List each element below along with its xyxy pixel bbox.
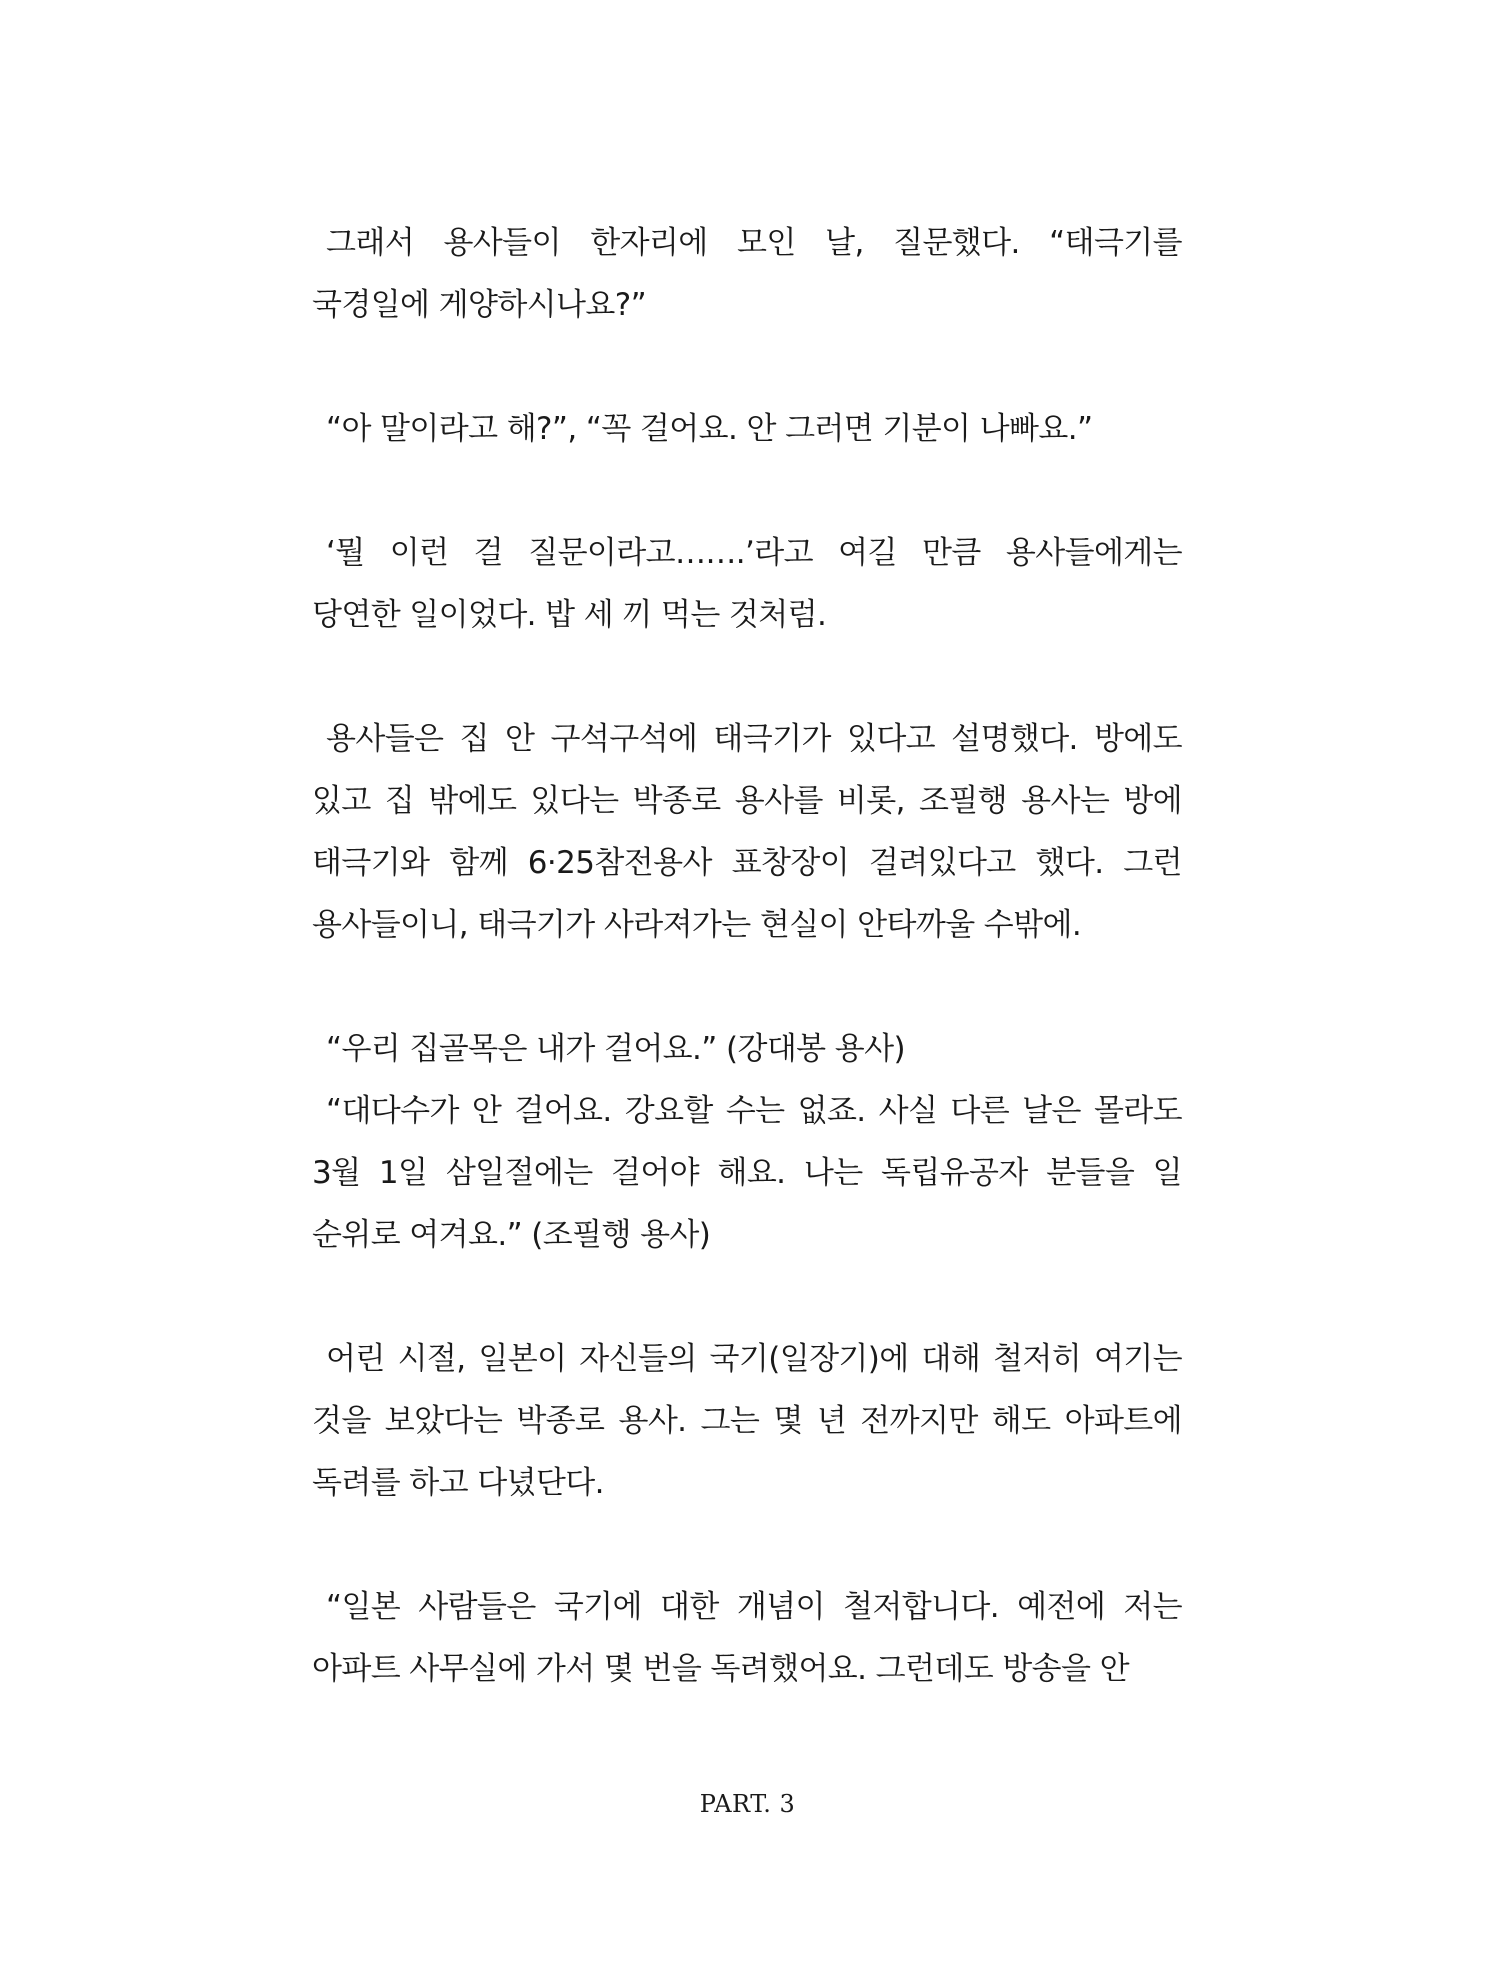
body-text — [312, 212, 1182, 1700]
paragraph-8: “일본 사람들은 국기에 대한 개념이 철저합니다. 예전에 저는 아파트 사무실에 가서 몇 번을 독려했어요. 그런데도 방송을 안 — [312, 1589, 1182, 1687]
page-footer-label: PART. 3 — [699, 1790, 796, 1818]
paragraph-3: ‘뭘 이런 걸 질문이라고…….’라고 여길 만큼 용사들에게는 당연한 일이었다. 밥 세 끼 먹는 것처럼. — [312, 535, 1182, 633]
paragraph-7: 어린 시절, 일본이 자신들의 국기(일장기)에 대해 철저히 여기는 것을 보았다는 박종로 용사. 그는 몇 년 전까지만 해도 아파트에 독려를 하고 다녔단다. — [312, 1341, 1182, 1501]
quote-kang: “우리 집골목은 내가 걸어요.” (강대봉 용사) — [326, 1031, 905, 1067]
quote-jo: “대다수가 안 걸어요. 강요할 수는 없죠. 사실 다른 날은 몰라도 3월 1일 삼일절에는 걸어야 해요. 나는 독립유공자 분들을 일 순위로 여겨요.” (조필행 용사) — [312, 1093, 1182, 1253]
paragraph-4: 용사들은 집 안 구석구석에 태극기가 있다고 설명했다. 방에도 있고 집 밖에도 있다는 박종로 용사를 비롯, 조필행 용사는 방에 태극기와 함께 6·25참전용사 표창장이 걸려있다고 했다. 그런 용사들이니, 태극기가 사라져가는 현실이 안타까울 수밖에. — [312, 721, 1182, 943]
paragraph-2: “아 말이라고 해?”, “꼭 걸어요. 안 그러면 기분이 나빠요.” — [326, 411, 1093, 447]
paragraph-1: 그래서 용사들이 한자리에 모인 날, 질문했다. “태극기를 국경일에 게양하시나요?” — [312, 225, 1182, 323]
